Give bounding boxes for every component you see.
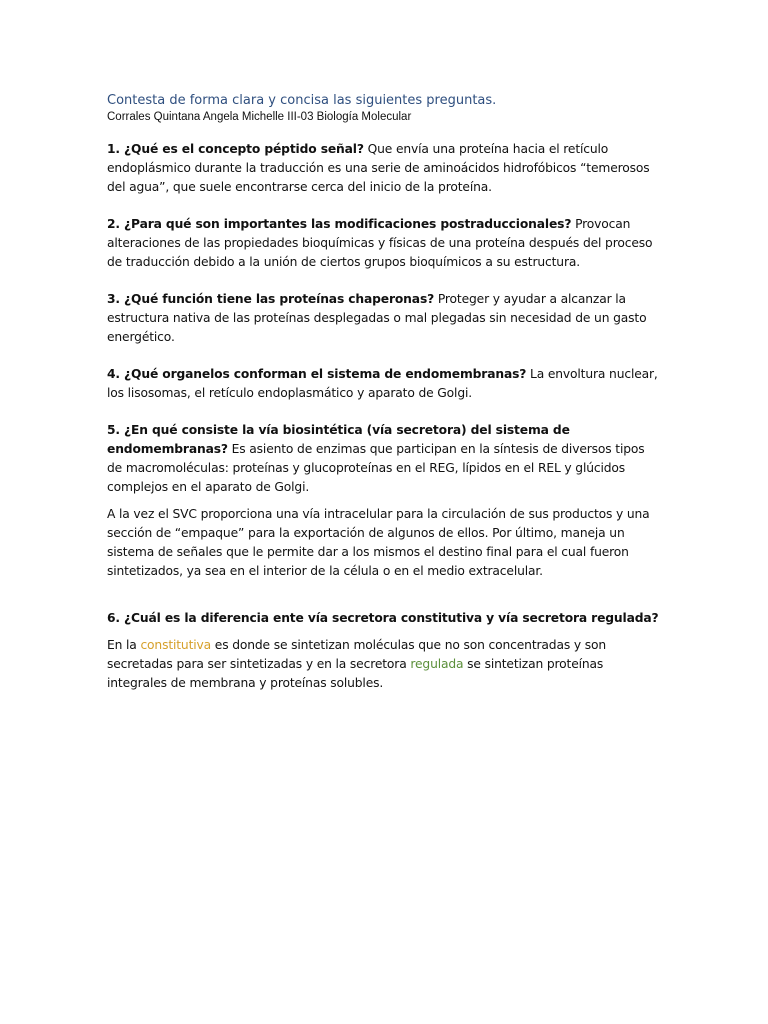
page-title: Contesta de forma clara y concisa las siguientes preguntas.: [107, 93, 497, 108]
question-4: [107, 365, 663, 403]
student-info: Corrales Quintana Angela Michelle III-03 Biología Molecular: [107, 111, 412, 123]
question-3: [107, 290, 663, 347]
answer-6-part-2: es donde se sintetizan moléculas que no son concentradas y son secretadas para ser sintetizadas y en la secretora: [107, 638, 607, 671]
answer-5-text: Es asiento de enzimas que participan en la síntesis de diversos tipos de macromoléculas: proteínas y glucoproteínas en el REG, lípidos en el REL y glúcidos complejos en el aparato de Golgi.: [107, 442, 645, 494]
answer-6: [107, 636, 663, 693]
question-6-text: 6. ¿Cuál es la diferencia ente vía secretora constitutiva y vía secretora regulada?: [107, 611, 659, 625]
answer-6-part-1: En la: [107, 638, 141, 652]
highlight-constitutiva: constitutiva: [140, 638, 212, 652]
answer-4-text: La envoltura nuclear, los lisosomas, el retículo endoplasmático y aparato de Golgi.: [107, 367, 658, 400]
question-6: [107, 609, 663, 628]
question-5-text: 5. ¿En qué consiste la vía biosintética (vía secretora) del sistema de endomembranas?: [107, 423, 570, 456]
answer-1-text: Que envía una proteína hacia el retículo endoplásmico durante la traducción es una serie de aminoácidos hidrofóbicos “temerosos del agua”, que suele encontrarse cerca del inicio de la proteína.: [107, 142, 650, 194]
highlight-regulada: regulada: [410, 657, 464, 671]
question-2-text: 2. ¿Para qué son importantes las modificaciones postraduccionales?: [107, 217, 572, 231]
answer-5-continuation: A la vez el SVC proporciona una vía intracelular para la circulación de sus productos y una sección de “empaque” para la exportación de algunos de ellos. Por último, maneja un sistema de señales que le permite dar a los mismos el destino final para el cual fueron sintetizados, ya sea en el interior de la célula o en el medio extracelular.: [107, 507, 650, 578]
question-4-text: 4. ¿Qué organelos conforman el sistema de endomembranas?: [107, 367, 527, 381]
answer-3-text: Proteger y ayudar a alcanzar la estructura nativa de las proteínas desplegadas o mal plegadas sin necesidad de un gasto energético.: [107, 292, 647, 344]
question-1-text: 1. ¿Qué es el concepto péptido señal?: [107, 142, 364, 156]
answer-2-text: Provocan alteraciones de las propiedades bioquímicas y físicas de una proteína después del proceso de traducción debido a la unión de ciertos grupos bioquímicos a su estructura.: [107, 217, 653, 269]
answer-6-part-3: se sintetizan proteínas integrales de membrana y proteínas solubles.: [107, 657, 604, 690]
question-5: [107, 421, 663, 497]
document-page: [107, 92, 663, 711]
question-1: [107, 140, 663, 197]
question-2: [107, 215, 663, 272]
question-3-text: 3. ¿Qué función tiene las proteínas chaperonas?: [107, 292, 435, 306]
